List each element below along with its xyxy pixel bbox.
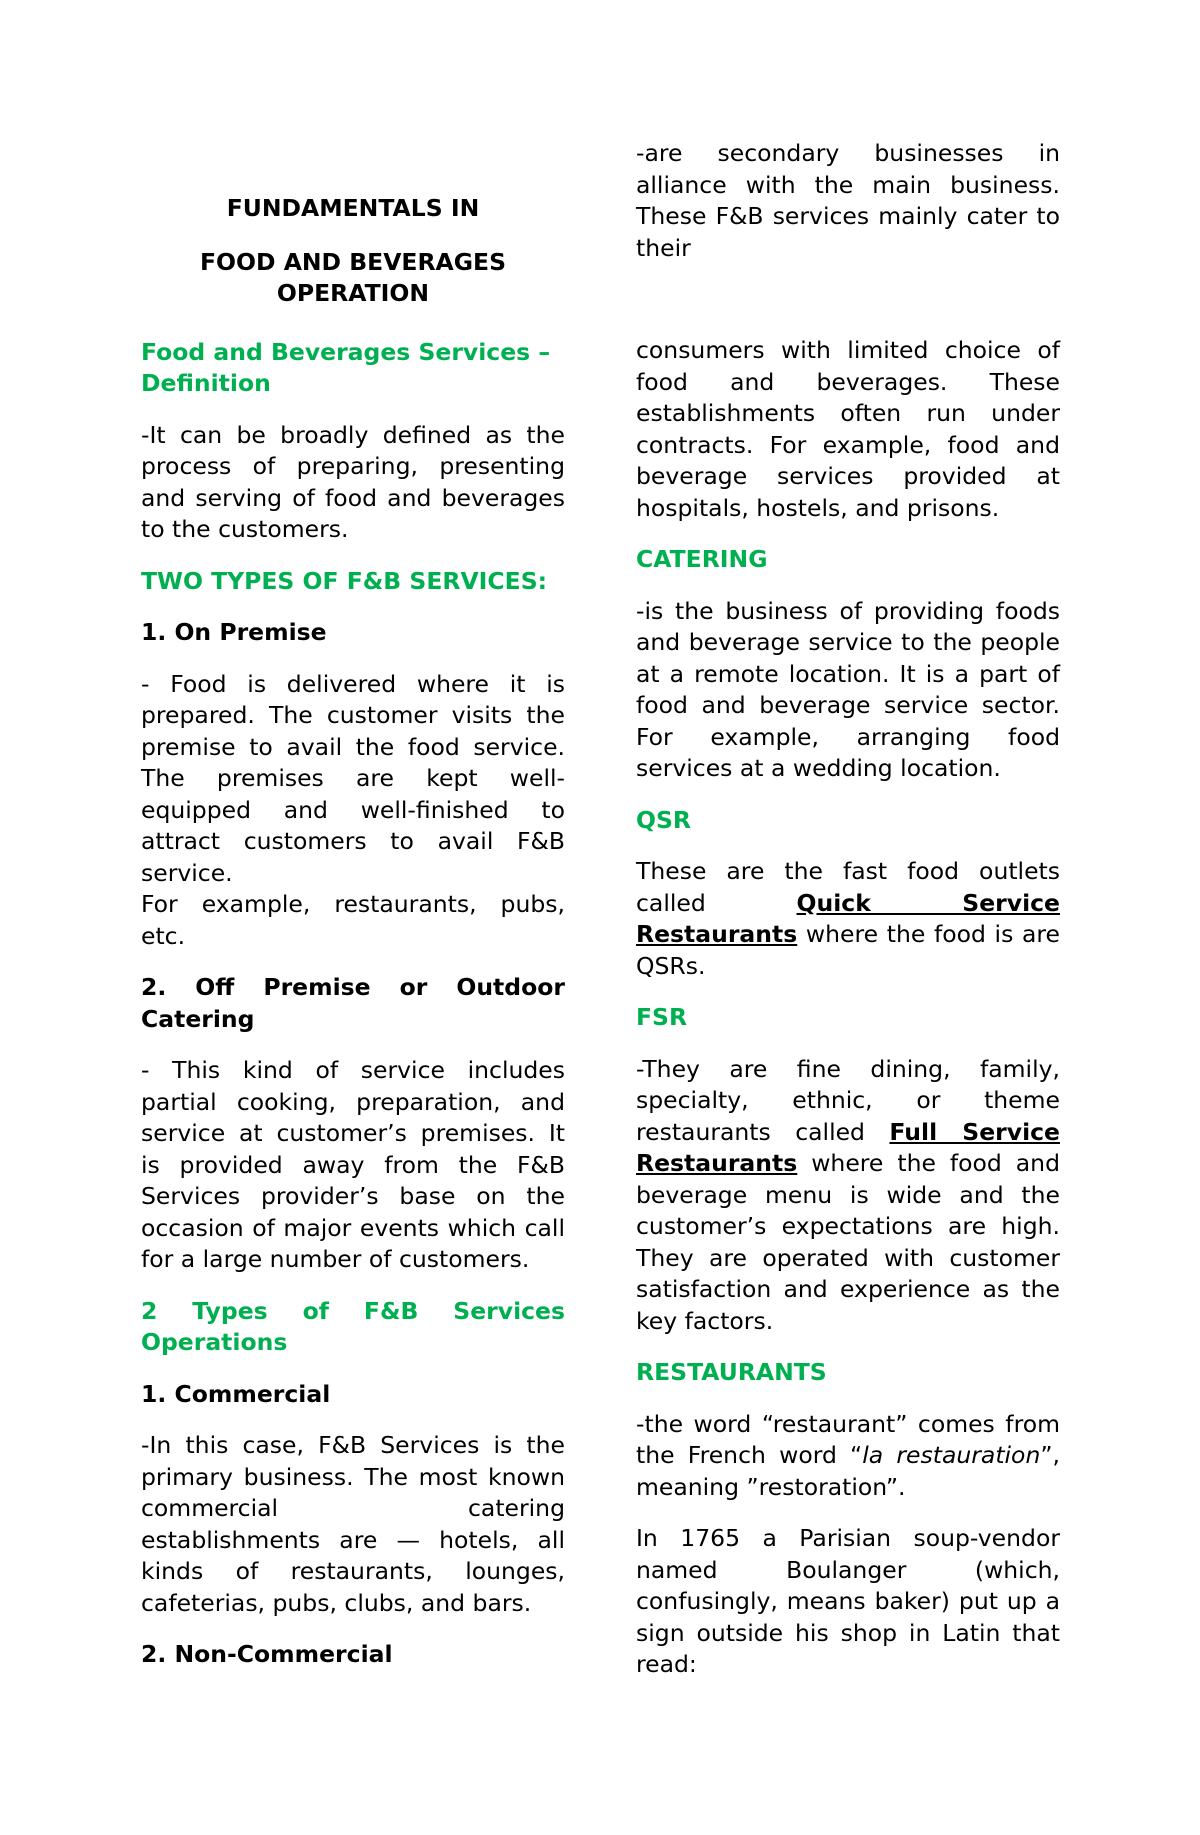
restaurants-text-after: ”, meaning ”restoration”. xyxy=(636,1441,1060,1501)
definition-heading: Food and Beverages Services – Definition xyxy=(141,337,551,397)
qsr-text-before: These are the fast food outlets called xyxy=(636,857,1060,917)
fsr-text-after: where the food and beverage menu is wide and the customer’s expectations are high. They are operated with customer satisfaction and experience as the key factors. xyxy=(636,1149,1060,1335)
title-line-1: FUNDAMENTALS IN xyxy=(226,194,480,222)
catering-paragraph: -is the business of providing foods and beverage service to the people at a remote location. It is a part of food and beverage service sector. For example, arranging food services at a wedding location. xyxy=(636,596,1060,782)
fsr-term: Full Service Restaurants xyxy=(636,1117,1060,1177)
history-paragraph: In 1765 a Parisian soup-vendor named Boulanger (which, confusingly, means baker) put up a sign outside his shop in Latin that read: xyxy=(636,1524,1060,1678)
consumers-paragraph: consumers with limited choice of food and beverages. These establishments often run under contracts. For example, food and beverage services provided at hospitals, hostels, and prisons. xyxy=(636,336,1060,522)
on-premise-heading: 1. On Premise xyxy=(141,618,327,646)
qsr-paragraph xyxy=(636,856,1060,982)
restaurants-paragraph xyxy=(636,1409,1060,1504)
qsr-text-after: where the food is are QSRs. xyxy=(636,920,1060,980)
fsr-text-before: -They are fine dining, family, specialty, ethnic, or theme restaurants called xyxy=(636,1054,1060,1146)
qsr-heading: QSR xyxy=(636,805,691,834)
off-premise-heading: 2. Off Premise or Outdoor Catering xyxy=(141,973,565,1033)
restaurants-text-before: -the word “restaurant” comes from the French word “ xyxy=(636,1409,1060,1469)
restaurants-french-term: la restauration xyxy=(862,1441,1041,1469)
off-premise-paragraph: - This kind of service includes partial cooking, preparation, and service at customer’s premises. It is provided away from the F&B Services provider’s base on the occasion of major events which call for a large number of customers. xyxy=(141,1056,565,1273)
two-types-heading: TWO TYPES OF F&B SERVICES: xyxy=(141,566,548,595)
fsr-heading: FSR xyxy=(636,1003,688,1031)
on-premise-example: For example, restaurants, pubs, etc. xyxy=(141,890,565,950)
secondary-paragraph: -are secondary businesses in alliance with the main business. These F&B services mainly cater to their xyxy=(636,139,1060,262)
fsr-paragraph xyxy=(636,1054,1060,1338)
non-commercial-heading: 2. Non-Commercial xyxy=(141,1640,393,1668)
qsr-term: Quick Service Restaurants xyxy=(636,888,1060,948)
left-column xyxy=(141,138,565,1691)
commercial-paragraph: -In this case, F&B Services is the primary business. The most known commercial catering establishments are — hotels, all kinds of restaurants, lounges, cafeterias, pubs, clubs, and bars. xyxy=(141,1431,565,1617)
right-column xyxy=(636,138,1060,1701)
catering-heading: CATERING xyxy=(636,545,768,573)
on-premise-paragraph: - Food is delivered where it is prepared. The customer visits the premise to avail the food service. The premises are kept well-equipped and well-finished to attract customers to avail F&B service. xyxy=(141,669,565,887)
restaurants-heading: RESTAURANTS xyxy=(636,1358,827,1386)
definition-paragraph: -It can be broadly defined as the process of preparing, presenting and serving of food and beverages to the customers. xyxy=(141,420,565,543)
operations-heading: 2 Types of F&B Services Operations xyxy=(141,1296,565,1356)
title-line-2: FOOD AND BEVERAGES OPERATION xyxy=(200,247,506,307)
commercial-heading: 1. Commercial xyxy=(141,1379,331,1408)
